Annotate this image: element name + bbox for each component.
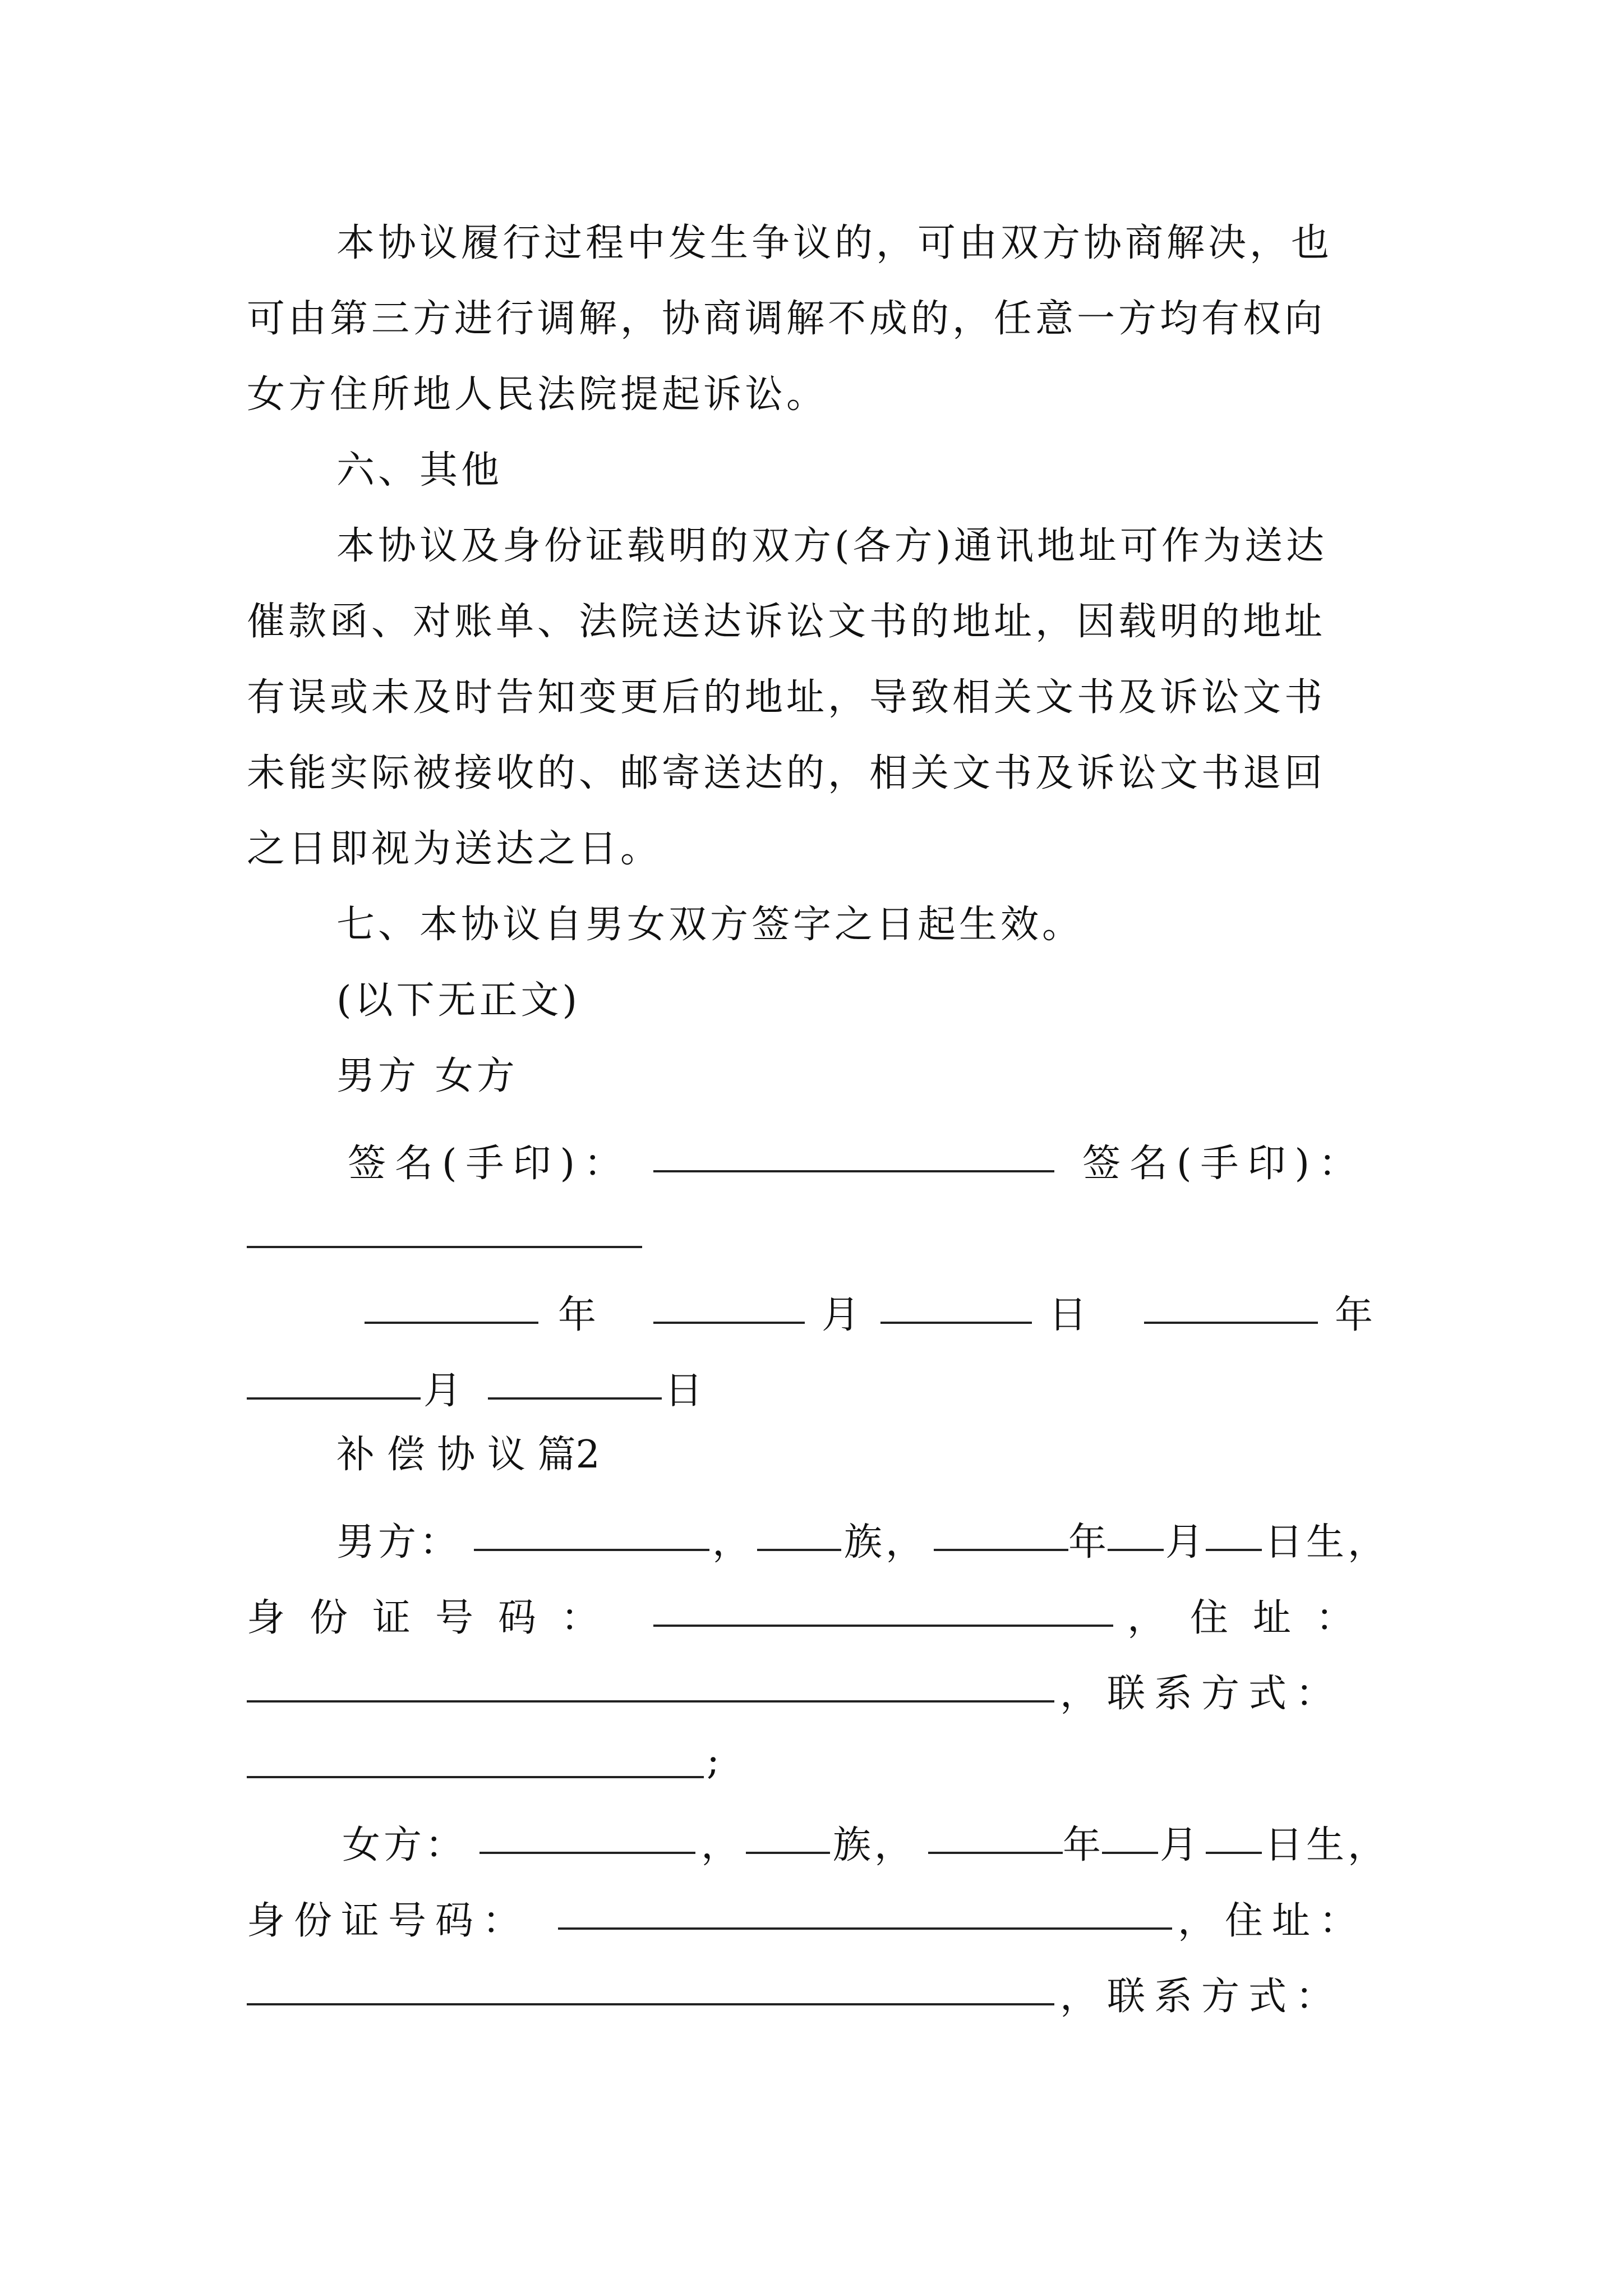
signature-label-male: 签名(手印)： <box>348 1142 631 1186</box>
male-month-blank[interactable] <box>1108 1549 1164 1551</box>
male-ethnic-blank[interactable] <box>757 1549 841 1551</box>
female-ethnic-blank[interactable] <box>746 1852 830 1854</box>
section-2-title: 补 偿 协 议 篇2 <box>336 1433 600 1477</box>
male-ethnic-label: 族， <box>844 1520 928 1565</box>
date-year-label-male: 年 <box>558 1293 597 1337</box>
date-blank-year-male[interactable] <box>365 1322 538 1324</box>
male-name-blank[interactable] <box>474 1549 709 1551</box>
date-blank-day-female[interactable] <box>488 1397 662 1400</box>
male-address-blank[interactable] <box>247 1700 1054 1703</box>
male-contact-label: ，联系方式： <box>1060 1672 1343 1716</box>
date-month-label-male: 月 <box>822 1293 860 1337</box>
heading-other: 六、其他 <box>336 448 503 493</box>
female-born-label: 日生， <box>1265 1823 1390 1867</box>
date-blank-month-female[interactable] <box>247 1397 421 1400</box>
paragraph-address-line-3: 有误或未及时告知变更后的地址，导致相关文书及诉讼文书 <box>247 675 1326 720</box>
male-label: 男方： <box>336 1520 462 1565</box>
female-id-blank[interactable] <box>558 1927 1172 1930</box>
male-semicolon: ; <box>707 1739 720 1783</box>
male-born-label: 日生， <box>1265 1520 1390 1565</box>
date-month-label-female: 月 <box>423 1369 462 1413</box>
female-address-blank[interactable] <box>247 2003 1054 2005</box>
date-day-label-male: 日 <box>1049 1293 1087 1337</box>
signature-label-female: 签名(手印)： <box>1082 1142 1366 1186</box>
date-day-label-female: 日 <box>665 1369 703 1413</box>
female-day-blank[interactable] <box>1206 1852 1262 1854</box>
signature-continuation-row <box>247 1209 1396 1254</box>
date-year-label-female: 年 <box>1335 1293 1373 1337</box>
date-blank-day-male[interactable] <box>880 1322 1032 1324</box>
paragraph-dispute-line-2: 可由第三方进行调解，协商调解不成的，任意一方均有权向 <box>247 297 1326 341</box>
male-contact-blank[interactable] <box>247 1776 704 1778</box>
signature-blank-male[interactable] <box>653 1170 1054 1172</box>
paragraph-address-line-2: 催款函、对账单、法院送达诉讼文书的地址，因载明的地址 <box>247 600 1326 644</box>
paragraph-address-line-1: 本协议及身份证载明的双方(各方)通讯地址可作为送达 <box>336 524 1328 568</box>
paragraph-address-line-4: 未能实际被接收的、邮寄送达的，相关文书及诉讼文书退回 <box>247 751 1326 795</box>
male-id-blank[interactable] <box>653 1625 1113 1627</box>
female-info-row-3 <box>247 1966 1396 2019</box>
female-year-blank[interactable] <box>928 1852 1063 1854</box>
male-info-row-4 <box>247 1739 1396 1784</box>
female-comma: ， <box>701 1823 740 1867</box>
date-blank-year-female[interactable] <box>1144 1322 1318 1324</box>
female-info-row-1 <box>247 1815 1396 1867</box>
male-info-row-3 <box>247 1663 1396 1716</box>
female-info-row-2 <box>247 1890 1396 1943</box>
paragraph-dispute-line-3: 女方住所地人民法院提起诉讼。 <box>247 372 828 417</box>
male-info-row-2 <box>247 1588 1396 1640</box>
date-blank-month-male[interactable] <box>653 1322 805 1324</box>
male-year-blank[interactable] <box>934 1549 1068 1551</box>
female-contact-label: ，联系方式： <box>1060 1975 1343 2019</box>
signature-blank-female[interactable] <box>247 1246 642 1248</box>
female-year-label: 年 <box>1063 1823 1101 1867</box>
male-comma: ， <box>712 1520 751 1565</box>
parties-label: 男方 女方 <box>336 1054 518 1098</box>
female-label: 女方： <box>342 1823 467 1867</box>
male-day-blank[interactable] <box>1206 1549 1262 1551</box>
paragraph-dispute-line-1: 本协议履行过程中发生争议的，可由双方协商解决，也 <box>336 221 1333 265</box>
female-ethnic-label: 族， <box>833 1823 916 1867</box>
signature-row <box>247 1133 1396 1186</box>
male-info-row-1 <box>247 1512 1396 1565</box>
male-address-label: ，住址： <box>1127 1596 1379 1640</box>
female-name-blank[interactable] <box>479 1852 695 1854</box>
female-id-label: 身份证号码： <box>247 1899 530 1943</box>
female-month-label: 月 <box>1160 1823 1198 1867</box>
male-month-label: 月 <box>1165 1520 1204 1565</box>
male-id-label: 身份证号码： <box>247 1596 624 1640</box>
clause-effective: 七、本协议自男女双方签字之日起生效。 <box>336 903 1084 947</box>
no-further-text: (以下无正文) <box>336 978 581 1023</box>
female-address-label: ，住址： <box>1178 1899 1367 1943</box>
date-row-2 <box>247 1360 1396 1413</box>
female-month-blank[interactable] <box>1102 1852 1158 1854</box>
male-year-label: 年 <box>1068 1520 1107 1565</box>
date-row-1 <box>247 1285 1396 1337</box>
paragraph-address-line-5: 之日即视为送达之日。 <box>247 827 662 871</box>
